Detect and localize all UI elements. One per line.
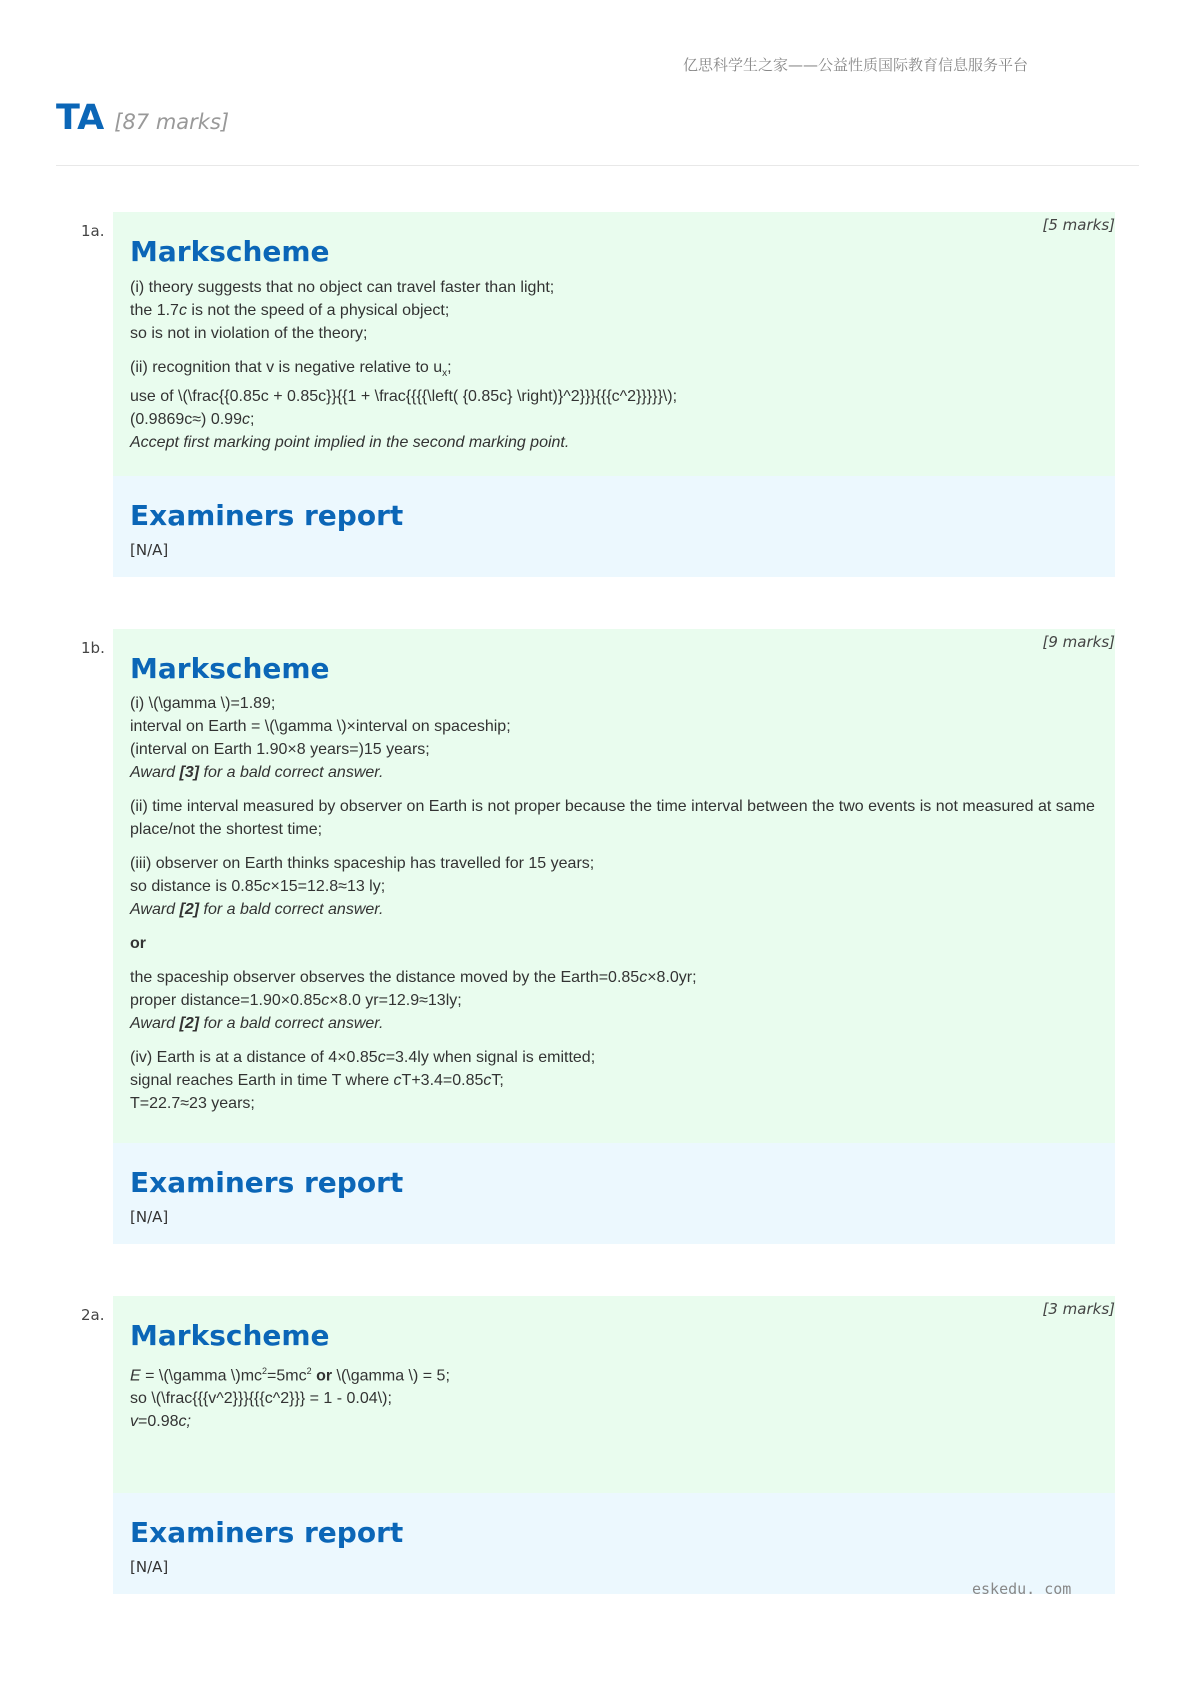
ms-line: T=22.7≈23 years;	[130, 1095, 255, 1112]
title-code: TA	[56, 98, 105, 138]
ms-line: proper distance=1.90×0.85c×8.0 yr=12.9≈13ly;	[130, 992, 462, 1009]
examiners-report-text: [N/A]	[130, 1558, 169, 1576]
ms-line: the spaceship observer observes the distance moved by the Earth=0.85c×8.0yr;	[130, 969, 697, 986]
ms-line: use of \(\frac{{0.85c + 0.85c}}{{1 + \frac{{{{\left( {0.85c} \right)}^2}}}{{{c^2}}}}}\);	[130, 388, 678, 406]
ms-line: (iv) Earth is at a distance of 4×0.85c=3.4ly when signal is emitted;	[130, 1049, 596, 1066]
ms-line: interval on Earth = \(\gamma \)×interval on spaceship;	[130, 718, 511, 735]
ms-line: so \(\frac{{{v^2}}}{{{c^2}}} = 1 - 0.04\);	[130, 1390, 392, 1408]
markscheme-section	[113, 1296, 1115, 1493]
ms-note: Accept first marking point implied in the second marking point.	[130, 434, 570, 452]
ms-line: (ii) recognition that v is negative relative to $u_x$;	[130, 359, 452, 380]
question-number: 2a.	[81, 1306, 105, 1324]
ms-line: E = \(\gamma $\backslash)mc^2=5mc^2$ or \(\gamma \) = 5;	[130, 1366, 450, 1385]
markscheme-body	[130, 276, 1101, 465]
ms-line: v=0.98c;	[130, 1413, 191, 1431]
title-divider	[56, 165, 1139, 166]
ms-line: (ii) time interval measured by observer on Earth is not proper because the time interval between the two events is not measured at same place/not the shortest time;	[130, 798, 1095, 838]
examiners-report-section	[113, 1143, 1115, 1244]
examiners-report-text: [N/A]	[130, 541, 169, 559]
ms-line: the 1.7c is not the speed of a physical object;	[130, 302, 450, 319]
markscheme-body	[130, 1360, 1101, 1444]
ms-line: (iii) observer on Earth thinks spaceship has travelled for 15 years;	[130, 855, 595, 872]
footer-watermark: eskedu. com	[972, 1580, 1072, 1598]
question-marks: [9 marks]	[1042, 633, 1115, 651]
examiners-report-heading: Examiners report	[130, 1516, 404, 1549]
ms-line: so is not in violation of the theory;	[130, 325, 368, 342]
ms-note: Award [2] for a bald correct answer.	[130, 901, 384, 918]
page-title	[56, 98, 229, 138]
site-header: 亿思科学生之家——公益性质国际教育信息服务平台	[683, 56, 1029, 74]
ms-line: so distance is 0.85c×15=12.8≈13 ly;	[130, 878, 386, 895]
ms-or: or	[130, 935, 146, 952]
ms-line: (interval on Earth 1.90×8 years=)15 years;	[130, 741, 430, 758]
examiners-report-section	[113, 476, 1115, 577]
markscheme-heading: Markscheme	[130, 1319, 330, 1352]
question-marks: [5 marks]	[1042, 216, 1115, 234]
markscheme-heading: Markscheme	[130, 652, 330, 685]
markscheme-heading: Markscheme	[130, 235, 330, 268]
markscheme-body	[130, 692, 1101, 1126]
ms-line: signal reaches Earth in time T where cT+3.4=0.85cT;	[130, 1072, 504, 1089]
ms-line: (i) \(\gamma \)=1.89;	[130, 695, 276, 712]
question-number: 1a.	[81, 222, 105, 240]
ms-note: Award [2] for a bald correct answer.	[130, 1015, 384, 1032]
title-marks: [87 marks]	[114, 110, 230, 134]
ms-line: (0.9869c≈) 0.99c;	[130, 411, 255, 429]
question-marks: [3 marks]	[1042, 1300, 1115, 1318]
markscheme-section	[113, 629, 1115, 1143]
ms-line: (i) theory suggests that no object can travel faster than light;	[130, 279, 555, 296]
ms-note: Award [3] for a bald correct answer.	[130, 764, 384, 781]
examiners-report-heading: Examiners report	[130, 1166, 404, 1199]
markscheme-section	[113, 212, 1115, 476]
question-number: 1b.	[81, 639, 105, 657]
examiners-report-heading: Examiners report	[130, 499, 404, 532]
examiners-report-section	[113, 1493, 1115, 1594]
examiners-report-text: [N/A]	[130, 1208, 169, 1226]
